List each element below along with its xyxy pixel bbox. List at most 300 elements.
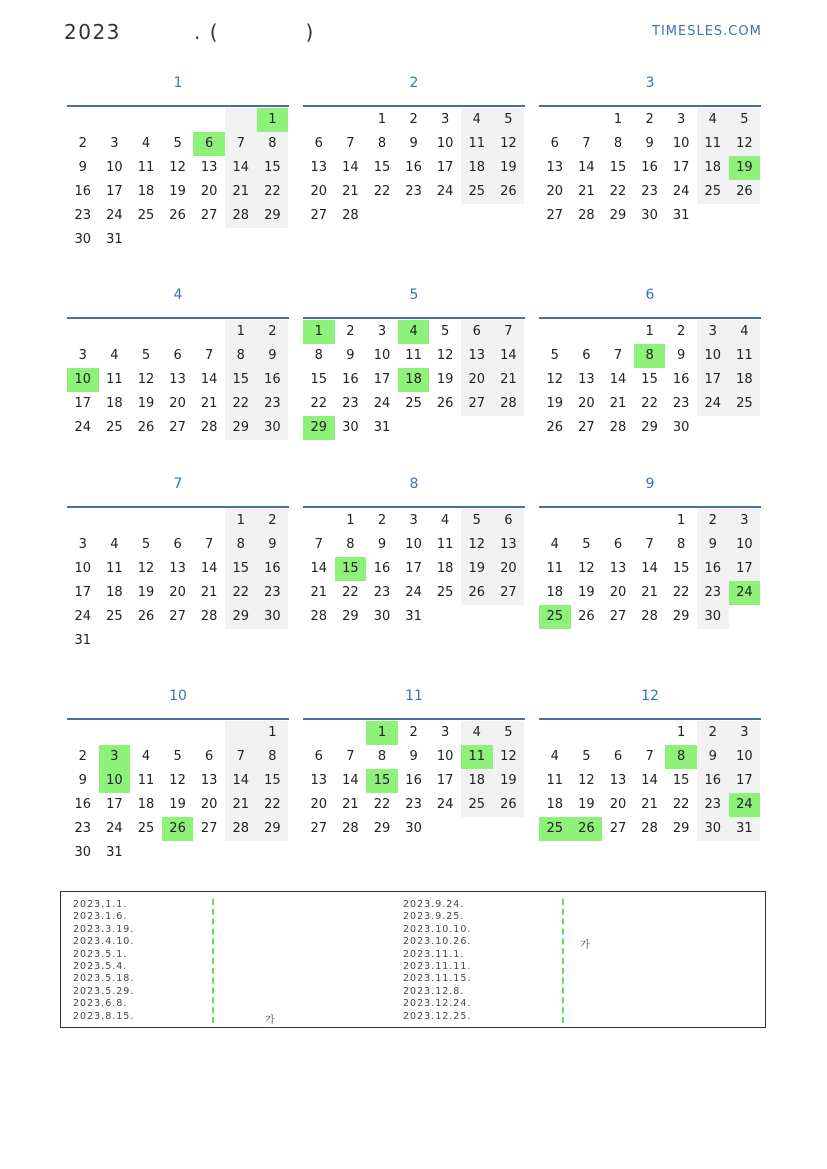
day-cell: 23	[641, 184, 658, 199]
day-cell: 8	[677, 537, 686, 552]
day-cell: 30	[697, 605, 729, 629]
day-cell: 26	[461, 581, 493, 605]
day-cell: 10	[74, 561, 92, 576]
day-grid	[303, 721, 525, 841]
day-cell: 7	[205, 348, 214, 363]
day-cell: 23	[342, 396, 359, 411]
day-cell: 15	[257, 769, 289, 793]
day-cell: 24	[697, 392, 729, 416]
month-rule	[67, 317, 289, 319]
day-cell: 19	[493, 769, 525, 793]
day-cell: 14	[342, 773, 359, 788]
month-calendar	[539, 283, 761, 440]
day-cell: 22	[310, 396, 328, 411]
day-cell: 30	[697, 817, 729, 841]
day-cell: 15	[641, 372, 658, 387]
day-cell: 19	[169, 184, 186, 199]
day-cell: 24	[106, 821, 123, 836]
empty-cell	[99, 509, 131, 533]
day-cell: 13	[578, 372, 595, 387]
day-cell: 4	[461, 108, 493, 132]
holiday-date: 2023.12.25.	[403, 1010, 472, 1022]
day-cell: 17	[373, 372, 391, 387]
day-cell: 7	[645, 749, 654, 764]
day-cell: 17	[697, 368, 729, 392]
day-cell: 19	[436, 372, 454, 387]
day-cell: 17	[106, 797, 123, 812]
month-rule	[67, 105, 289, 107]
day-cell: 22	[373, 797, 391, 812]
day-cell: 12	[729, 132, 761, 156]
empty-cell	[162, 108, 194, 132]
brand-link[interactable]: TIMESLES.COM	[652, 24, 762, 39]
day-cell: 2	[257, 509, 289, 533]
day-grid	[539, 108, 761, 228]
day-cell: 14	[225, 156, 257, 180]
day-cell: 14	[200, 561, 218, 576]
day-cell: 6	[461, 320, 493, 344]
day-cell: 10	[373, 348, 391, 363]
day-cell: 11	[546, 773, 564, 788]
day-cell: 31	[74, 633, 92, 648]
day-cell: 16	[257, 557, 289, 581]
month-name: 9	[645, 476, 655, 492]
day-cell: 12	[578, 561, 595, 576]
day-cell: 15	[609, 160, 627, 175]
day-cell: 25	[461, 180, 493, 204]
day-cell: 30	[672, 420, 690, 435]
day-cell: 2	[409, 725, 418, 740]
holiday-day-cell: 1	[366, 721, 398, 745]
holiday-note-right: 가	[580, 940, 590, 951]
day-cell: 28	[310, 609, 328, 624]
day-cell: 3	[78, 348, 87, 363]
holiday-day-cell: 1	[257, 108, 289, 132]
day-cell: 19	[493, 156, 525, 180]
day-cell: 26	[729, 180, 761, 204]
day-cell: 21	[342, 797, 359, 812]
day-cell: 29	[609, 208, 627, 223]
holiday-day-cell: 15	[335, 557, 367, 581]
day-cell: 13	[609, 561, 627, 576]
day-cell: 1	[377, 112, 387, 127]
day-cell: 10	[436, 749, 454, 764]
day-cell: 1	[677, 725, 686, 740]
holiday-day-cell: 24	[729, 793, 761, 817]
month-rule	[539, 718, 761, 720]
day-cell: 12	[493, 745, 525, 769]
day-cell: 19	[578, 585, 595, 600]
day-cell: 16	[641, 160, 658, 175]
day-cell: 31	[106, 232, 123, 247]
day-cell: 27	[578, 420, 595, 435]
empty-cell	[162, 320, 194, 344]
day-cell: 14	[225, 769, 257, 793]
day-cell: 22	[257, 180, 289, 204]
holiday-date: 2023.5.1.	[73, 948, 128, 960]
day-cell: 29	[225, 416, 257, 440]
day-cell: 19	[461, 557, 493, 581]
day-cell: 7	[346, 749, 355, 764]
day-cell: 26	[578, 609, 595, 624]
day-cell: 22	[609, 184, 627, 199]
day-cell: 18	[137, 184, 155, 199]
empty-cell	[634, 509, 666, 533]
day-cell: 4	[697, 108, 729, 132]
empty-cell	[162, 509, 194, 533]
day-cell: 28	[200, 609, 218, 624]
title-suffix: . ( )	[194, 20, 315, 44]
day-cell: 18	[106, 396, 123, 411]
day-cell: 2	[257, 320, 289, 344]
day-cell: 16	[373, 561, 391, 576]
month-calendar	[303, 472, 525, 629]
day-cell: 24	[74, 420, 92, 435]
day-cell: 11	[137, 773, 155, 788]
day-grid	[303, 320, 525, 440]
day-cell: 10	[729, 745, 761, 769]
day-cell: 12	[546, 372, 564, 387]
day-cell: 11	[137, 160, 155, 175]
day-cell: 12	[137, 372, 155, 387]
day-cell: 27	[310, 208, 328, 223]
holiday-day-cell: 26	[571, 817, 603, 841]
day-cell: 25	[405, 396, 422, 411]
day-cell: 5	[173, 136, 182, 151]
day-cell: 22	[225, 581, 257, 605]
holiday-date: 2023.10.10.	[403, 923, 472, 935]
holiday-date: 2023.8.15.	[73, 1010, 135, 1022]
holiday-day-cell: 18	[398, 368, 430, 392]
holiday-day-cell: 1	[303, 320, 335, 344]
day-cell: 9	[645, 136, 654, 151]
day-cell: 13	[169, 561, 186, 576]
day-cell: 7	[205, 537, 214, 552]
day-cell: 30	[257, 416, 289, 440]
day-cell: 21	[200, 585, 218, 600]
day-cell: 16	[74, 797, 92, 812]
empty-cell	[162, 721, 194, 745]
day-cell: 3	[441, 725, 450, 740]
day-cell: 9	[409, 749, 418, 764]
day-cell: 9	[677, 348, 686, 363]
day-cell: 20	[493, 557, 525, 581]
day-cell: 3	[729, 509, 761, 533]
empty-cell	[193, 108, 225, 132]
day-cell: 31	[373, 420, 391, 435]
day-cell: 28	[578, 208, 595, 223]
day-cell: 8	[613, 136, 623, 151]
month-calendar	[303, 283, 525, 440]
day-cell: 27	[169, 609, 186, 624]
day-cell: 15	[225, 368, 257, 392]
day-cell: 27	[461, 392, 493, 416]
day-cell: 7	[346, 136, 355, 151]
day-cell: 7	[225, 132, 257, 156]
month-rule	[539, 506, 761, 508]
day-cell: 23	[74, 821, 92, 836]
holiday-day-cell: 25	[539, 817, 571, 841]
day-cell: 11	[405, 348, 422, 363]
empty-cell	[130, 509, 162, 533]
day-cell: 17	[405, 561, 422, 576]
day-cell: 27	[200, 821, 218, 836]
holiday-day-cell: 10	[99, 769, 131, 793]
empty-cell	[130, 108, 162, 132]
day-cell: 24	[672, 184, 690, 199]
day-cell: 27	[493, 581, 525, 605]
day-cell: 20	[461, 368, 493, 392]
day-cell: 12	[578, 773, 595, 788]
month-name: 4	[173, 287, 183, 303]
day-cell: 3	[110, 136, 119, 151]
day-cell: 30	[373, 609, 391, 624]
day-cell: 21	[342, 184, 359, 199]
day-cell: 25	[729, 392, 761, 416]
month-rule	[303, 506, 525, 508]
day-cell: 25	[697, 180, 729, 204]
holiday-dates-left	[73, 899, 134, 1023]
day-cell: 27	[200, 208, 218, 223]
day-cell: 12	[137, 561, 155, 576]
day-cell: 1	[346, 513, 355, 528]
day-grid	[67, 320, 289, 440]
day-cell: 4	[441, 513, 450, 528]
day-cell: 31	[405, 609, 422, 624]
day-cell: 28	[200, 420, 218, 435]
day-cell: 20	[310, 184, 328, 199]
day-cell: 18	[729, 368, 761, 392]
empty-cell	[571, 721, 603, 745]
day-cell: 10	[672, 136, 690, 151]
day-cell: 4	[141, 749, 151, 764]
day-cell: 6	[493, 509, 525, 533]
day-cell: 16	[672, 372, 690, 387]
day-cell: 8	[225, 533, 257, 557]
day-cell: 30	[342, 420, 359, 435]
day-cell: 8	[257, 132, 289, 156]
empty-cell	[571, 108, 603, 132]
day-cell: 21	[493, 368, 525, 392]
day-cell: 1	[645, 324, 654, 339]
day-cell: 5	[441, 324, 450, 339]
day-cell: 29	[257, 817, 289, 841]
empty-cell	[67, 108, 99, 132]
day-cell: 27	[546, 208, 564, 223]
day-cell: 19	[578, 797, 595, 812]
day-cell: 30	[257, 605, 289, 629]
day-cell: 20	[609, 585, 627, 600]
day-cell: 5	[141, 537, 151, 552]
day-cell: 2	[677, 324, 686, 339]
day-cell: 2	[409, 112, 418, 127]
holiday-date: 2023.9.24.	[403, 899, 465, 910]
day-cell: 19	[137, 585, 155, 600]
holiday-date: 2023.5.18.	[73, 973, 135, 985]
month-rule	[539, 105, 761, 107]
empty-cell	[67, 721, 99, 745]
day-cell: 18	[436, 561, 454, 576]
day-cell: 5	[173, 749, 182, 764]
day-cell: 14	[641, 773, 658, 788]
day-cell: 24	[74, 609, 92, 624]
day-cell: 21	[641, 585, 658, 600]
day-cell: 13	[169, 372, 186, 387]
empty-cell	[335, 108, 367, 132]
day-cell: 2	[697, 509, 729, 533]
day-cell: 12	[436, 348, 454, 363]
day-cell: 6	[613, 749, 623, 764]
day-cell: 24	[106, 208, 123, 223]
day-cell: 25	[137, 821, 155, 836]
day-cell: 15	[672, 561, 690, 576]
day-cell: 11	[106, 372, 123, 387]
day-cell: 16	[74, 184, 92, 199]
day-grid	[303, 108, 525, 228]
day-cell: 27	[609, 821, 627, 836]
day-cell: 26	[169, 208, 186, 223]
day-cell: 9	[78, 773, 87, 788]
day-cell: 13	[546, 160, 564, 175]
holiday-date: 2023.11.11.	[403, 960, 472, 972]
month-rule	[303, 105, 525, 107]
day-cell: 25	[106, 609, 123, 624]
divider-right	[562, 899, 564, 1023]
day-cell: 30	[641, 208, 658, 223]
day-cell: 5	[461, 509, 493, 533]
empty-cell	[571, 320, 603, 344]
day-cell: 23	[373, 585, 391, 600]
day-cell: 28	[342, 821, 359, 836]
day-cell: 3	[677, 112, 686, 127]
holiday-note-left: 가	[265, 1015, 275, 1026]
month-name: 6	[645, 287, 655, 303]
day-cell: 8	[314, 348, 323, 363]
day-cell: 17	[436, 160, 454, 175]
day-cell: 21	[578, 184, 595, 199]
day-cell: 16	[697, 769, 729, 793]
day-cell: 9	[78, 160, 87, 175]
day-cell: 16	[342, 372, 359, 387]
day-cell: 27	[609, 609, 627, 624]
holiday-date: 2023.1.1.	[73, 899, 128, 910]
holiday-day-cell: 19	[729, 156, 761, 180]
day-cell: 4	[550, 749, 559, 764]
day-cell: 17	[436, 773, 454, 788]
day-cell: 15	[257, 156, 289, 180]
day-grid	[539, 509, 761, 629]
day-cell: 28	[225, 817, 257, 841]
day-cell: 10	[729, 533, 761, 557]
day-cell: 4	[110, 537, 119, 552]
day-cell: 23	[257, 392, 289, 416]
day-cell: 31	[106, 845, 123, 860]
day-cell: 14	[609, 372, 627, 387]
day-cell: 12	[461, 533, 493, 557]
day-cell: 6	[173, 348, 182, 363]
holiday-date: 2023.10.26.	[403, 936, 472, 948]
day-cell: 4	[461, 721, 493, 745]
month-calendar	[67, 472, 289, 653]
day-cell: 13	[200, 160, 218, 175]
month-rule	[303, 317, 525, 319]
day-cell: 30	[74, 845, 92, 860]
day-cell: 29	[225, 605, 257, 629]
holiday-list-box	[60, 891, 766, 1028]
day-cell: 6	[582, 348, 591, 363]
empty-cell	[130, 721, 162, 745]
day-cell: 17	[74, 585, 92, 600]
day-cell: 28	[342, 208, 359, 223]
day-cell: 15	[310, 372, 328, 387]
day-cell: 26	[546, 420, 564, 435]
day-cell: 8	[257, 745, 289, 769]
holiday-dates-right	[403, 899, 471, 1023]
day-cell: 7	[613, 348, 623, 363]
day-cell: 29	[257, 204, 289, 228]
day-grid	[539, 320, 761, 440]
empty-cell	[67, 509, 99, 533]
day-cell: 9	[409, 136, 418, 151]
page-title	[64, 20, 121, 44]
day-cell: 22	[672, 797, 690, 812]
empty-cell	[193, 320, 225, 344]
day-cell: 22	[225, 392, 257, 416]
day-cell: 7	[493, 320, 525, 344]
holiday-day-cell: 25	[539, 605, 571, 629]
day-cell: 5	[141, 348, 151, 363]
holiday-date: 2023.5.29.	[73, 985, 135, 997]
holiday-date: 2023.11.15.	[403, 973, 472, 985]
day-cell: 12	[169, 160, 186, 175]
day-cell: 7	[314, 537, 323, 552]
empty-cell	[602, 509, 634, 533]
month-rule	[539, 317, 761, 319]
day-cell: 27	[310, 821, 328, 836]
month-name: 12	[641, 688, 659, 704]
day-cell: 24	[373, 396, 391, 411]
day-cell: 9	[257, 533, 289, 557]
day-cell: 18	[697, 156, 729, 180]
day-cell: 14	[310, 561, 328, 576]
day-cell: 5	[582, 749, 591, 764]
empty-cell	[571, 509, 603, 533]
day-cell: 4	[110, 348, 119, 363]
day-cell: 1	[613, 112, 623, 127]
day-cell: 21	[200, 396, 218, 411]
day-cell: 1	[257, 721, 289, 745]
day-cell: 5	[550, 348, 559, 363]
day-cell: 9	[257, 344, 289, 368]
day-cell: 22	[672, 585, 690, 600]
holiday-date: 2023.11.1.	[403, 948, 465, 960]
empty-cell	[539, 509, 571, 533]
empty-cell	[335, 721, 367, 745]
day-cell: 23	[405, 797, 422, 812]
day-cell: 9	[346, 348, 355, 363]
day-grid	[67, 108, 289, 252]
day-cell: 30	[405, 821, 422, 836]
day-cell: 3	[78, 537, 87, 552]
day-cell: 22	[641, 396, 658, 411]
day-cell: 7	[582, 136, 591, 151]
day-cell: 10	[405, 537, 422, 552]
day-cell: 24	[436, 797, 454, 812]
day-cell: 14	[641, 561, 658, 576]
month-name: 3	[645, 75, 655, 91]
day-cell: 8	[225, 344, 257, 368]
day-cell: 23	[405, 184, 422, 199]
